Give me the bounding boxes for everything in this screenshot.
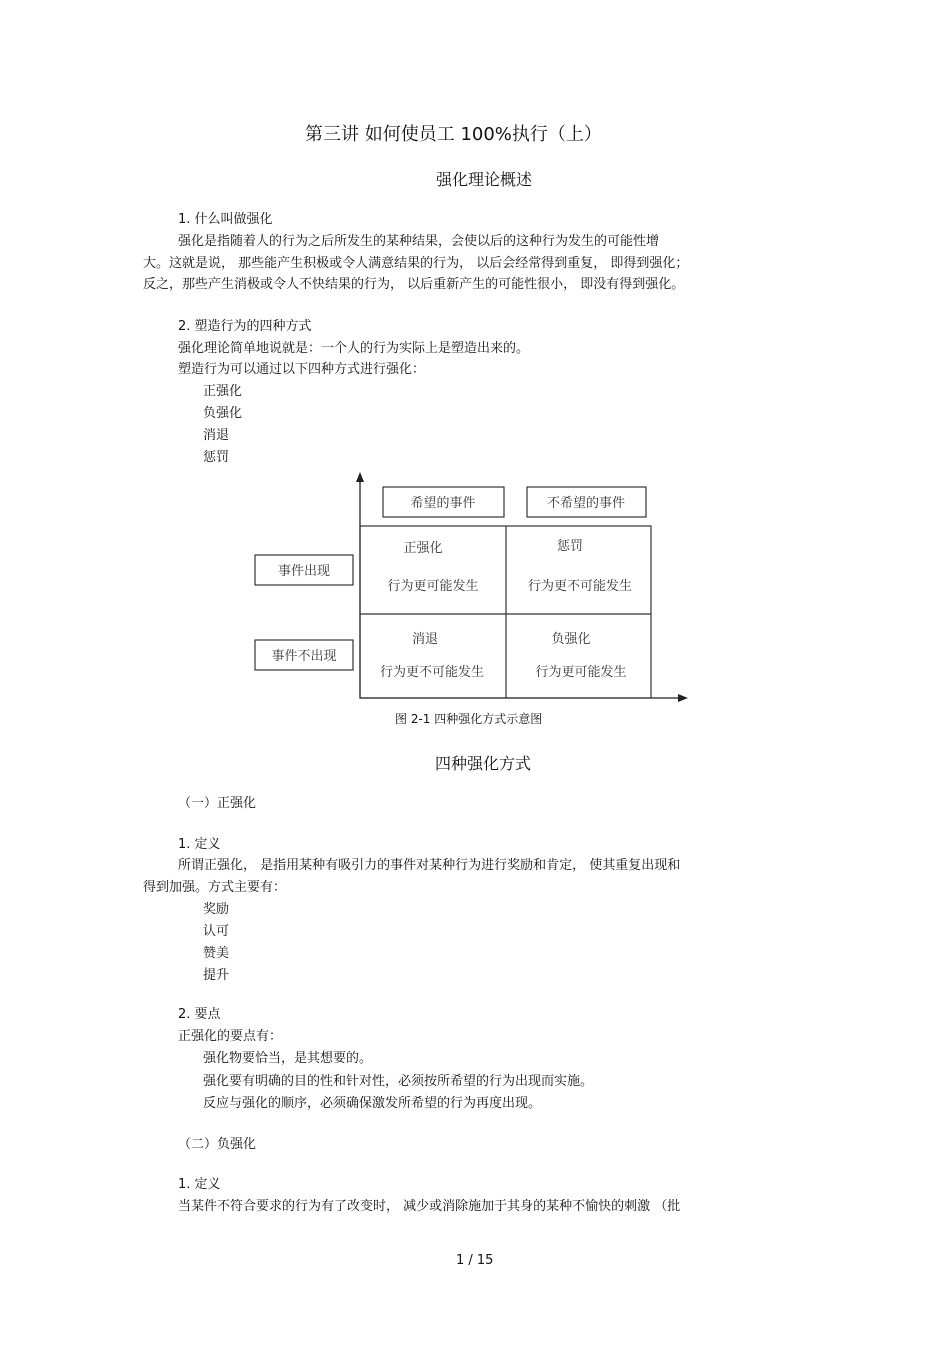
paragraph-line: 得到加强。方式主要有： [143, 880, 287, 895]
list-item: 正强化 [203, 384, 243, 399]
x-axis-arrow-icon [678, 694, 688, 702]
item-label: 1. 定义 [178, 837, 221, 852]
col-header-desired: 希望的事件 [410, 496, 476, 511]
list-item: 强化要有明确的目的性和针对性，必须按所希望的行为出现而实施。 [203, 1074, 594, 1089]
list-item: 反应与强化的顺序，必须确保激发所希望的行为再度出现。 [203, 1096, 542, 1111]
item-label: 2. 塑造行为的四种方式 [178, 319, 312, 334]
list-item: 负强化 [203, 406, 243, 421]
cell-desc: 行为更不可能发生 [379, 665, 485, 680]
col-header-undesired: 不希望的事件 [546, 496, 626, 511]
paragraph-line: 正强化的要点有： [178, 1029, 283, 1044]
list-item: 奖励 [203, 902, 230, 917]
item-label: 1. 什么叫做强化 [178, 212, 273, 227]
cell-punishment: 惩罚 [556, 539, 584, 554]
subsection-heading: （二）负强化 [178, 1137, 257, 1152]
cell-negative-reinforcement: 负强化 [551, 632, 591, 647]
row-header-not-occurs: 事件不出现 [271, 649, 337, 664]
list-item: 认可 [203, 924, 230, 939]
list-item: 消退 [203, 428, 230, 443]
cell-positive-reinforcement: 正强化 [403, 541, 443, 556]
reinforcement-diagram-svg [250, 470, 700, 710]
cell-desc: 行为更可能发生 [535, 665, 627, 680]
page-number: 1 / 15 [456, 1253, 494, 1268]
paragraph-line: 强化理论简单地说就是：一个人的行为实际上是塑造出来的。 [178, 341, 530, 356]
figure-caption: 图 2-1 四种强化方式示意图 [395, 712, 543, 726]
reinforcement-diagram [250, 470, 700, 710]
item-label: 1. 定义 [178, 1177, 221, 1192]
list-item: 强化物要恰当，是其想要的。 [203, 1051, 373, 1066]
paragraph-line: 所谓正强化， 是指用某种有吸引力的事件对某种行为进行奖励和肯定， 使其重复出现和 [178, 858, 681, 873]
list-item: 提升 [203, 968, 230, 983]
page-title: 第三讲 如何使员工 100%执行（上） [305, 124, 602, 145]
paragraph-line: 反之，那些产生消极或令人不快结果的行为， 以后重新产生的可能性很小， 即没有得到强化。 [143, 277, 685, 292]
section-heading-four-methods: 四种强化方式 [435, 754, 532, 773]
row-header-occurs: 事件出现 [277, 564, 331, 579]
item-label: 2. 要点 [178, 1007, 221, 1022]
paragraph-line: 塑造行为可以通过以下四种方式进行强化： [178, 362, 426, 377]
cell-desc: 行为更不可能发生 [527, 579, 633, 594]
section-heading-overview: 强化理论概述 [436, 170, 533, 189]
paragraph-line: 大。这就是说， 那些能产生积极或令人满意结果的行为， 以后会经常得到重复， 即得到强化； [143, 256, 689, 271]
list-item: 惩罚 [203, 450, 230, 465]
paragraph-line: 当某件不符合要求的行为有了改变时， 减少或消除施加于其身的某种不愉快的刺激 （批 [178, 1199, 681, 1214]
y-axis-arrow-icon [356, 472, 364, 482]
cell-extinction: 消退 [411, 632, 439, 647]
subsection-heading: （一）正强化 [178, 796, 257, 811]
cell-desc: 行为更可能发生 [387, 579, 479, 594]
paragraph-line: 强化是指随着人的行为之后所发生的某种结果，会使以后的这种行为发生的可能性增 [178, 234, 660, 249]
list-item: 赞美 [203, 946, 230, 961]
